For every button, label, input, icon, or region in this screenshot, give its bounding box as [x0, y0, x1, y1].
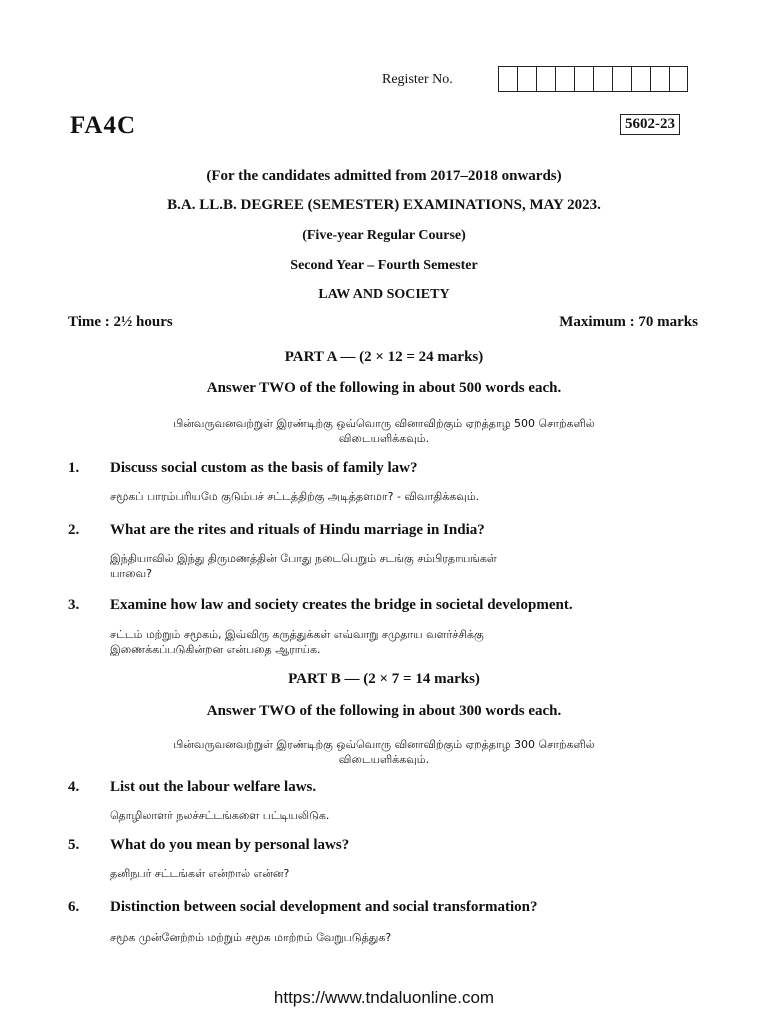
- question-tamil: சமூக முன்னேற்றம் மற்றும் சமூக மாற்றம் வேறுபடுத்துக?: [110, 931, 392, 944]
- course-code: FA4C: [70, 112, 137, 139]
- question-number: 5.: [68, 837, 80, 853]
- part-a-instruction-tamil-1: பின்வருவனவற்றுள் இரண்டிற்கு ஒவ்வொரு வினாவிற்கும் ஏறத்தாழ 500 சொற்களில்: [173, 417, 595, 430]
- time-allowed: Time : 2½ hours: [68, 314, 173, 330]
- question-number: 3.: [68, 597, 80, 613]
- part-a-instruction: Answer TWO of the following in about 500 words each.: [206, 380, 562, 396]
- question-text: Distinction between social development and social transformation?: [110, 899, 538, 915]
- part-b-instruction-tamil-2: விடையளிக்கவும்.: [338, 753, 430, 766]
- question-text: What do you mean by personal laws?: [110, 837, 350, 853]
- paper-code: 5602-23: [620, 114, 680, 135]
- part-b-title: PART B — (2 × 7 = 14 marks): [288, 671, 480, 687]
- admitted-line: (For the candidates admitted from 2017–2018 onwards): [206, 168, 562, 184]
- exam-line: B.A. LL.B. DEGREE (SEMESTER) EXAMINATIONS, MAY 2023.: [167, 197, 601, 213]
- question-number: 1.: [68, 460, 80, 476]
- question-text: Discuss social custom as the basis of family law?: [110, 460, 418, 476]
- question-tamil-cont: இணைக்கப்படுகின்றன என்பதை ஆராய்க.: [110, 643, 321, 656]
- course-line: (Five-year Regular Course): [302, 228, 466, 243]
- question-tamil: இந்தியாவில் இந்து திருமணத்தின் போது நடைபெறும் சடங்கு சம்பிரதாயங்கள்: [110, 552, 497, 565]
- question-tamil: சமூகப் பாரம்பரியமே குடும்பச் சட்டத்திற்கு அடித்தளமா? - விவாதிக்கவும்.: [110, 490, 480, 503]
- register-label: Register No.: [382, 72, 453, 87]
- subject-title: LAW AND SOCIETY: [318, 287, 450, 302]
- question-number: 2.: [68, 522, 80, 538]
- footer-url: https://www.tndaluonline.com: [273, 988, 495, 1007]
- part-a-title: PART A — (2 × 12 = 24 marks): [284, 349, 484, 365]
- question-tamil: தனிநபர் சட்டங்கள் என்றால் என்ன?: [110, 867, 290, 880]
- register-number-boxes: [498, 66, 688, 92]
- question-text: What are the rites and rituals of Hindu marriage in India?: [110, 522, 485, 538]
- question-tamil-cont: யாவை?: [110, 567, 152, 580]
- question-tamil: சட்டம் மற்றும் சமூகம், இவ்விரு கருத்துக்கள் எவ்வாறு சமுதாய வளர்ச்சிக்கு: [110, 628, 484, 641]
- question-number: 6.: [68, 899, 80, 915]
- question-text: Examine how law and society creates the bridge in societal development.: [110, 597, 573, 613]
- question-number: 4.: [68, 779, 80, 795]
- question-tamil: தொழிலாளர் நலச்சட்டங்களை பட்டியலிடுக.: [110, 809, 330, 822]
- maximum-marks: Maximum : 70 marks: [559, 314, 698, 330]
- question-text: List out the labour welfare laws.: [110, 779, 317, 795]
- year-line: Second Year – Fourth Semester: [290, 258, 478, 273]
- part-b-instruction-tamil-1: பின்வருவனவற்றுள் இரண்டிற்கு ஒவ்வொரு வினாவிற்கும் ஏறத்தாழ 300 சொற்களில்: [173, 738, 595, 751]
- part-a-instruction-tamil-2: விடையளிக்கவும்.: [338, 432, 430, 445]
- part-b-instruction: Answer TWO of the following in about 300 words each.: [206, 703, 562, 719]
